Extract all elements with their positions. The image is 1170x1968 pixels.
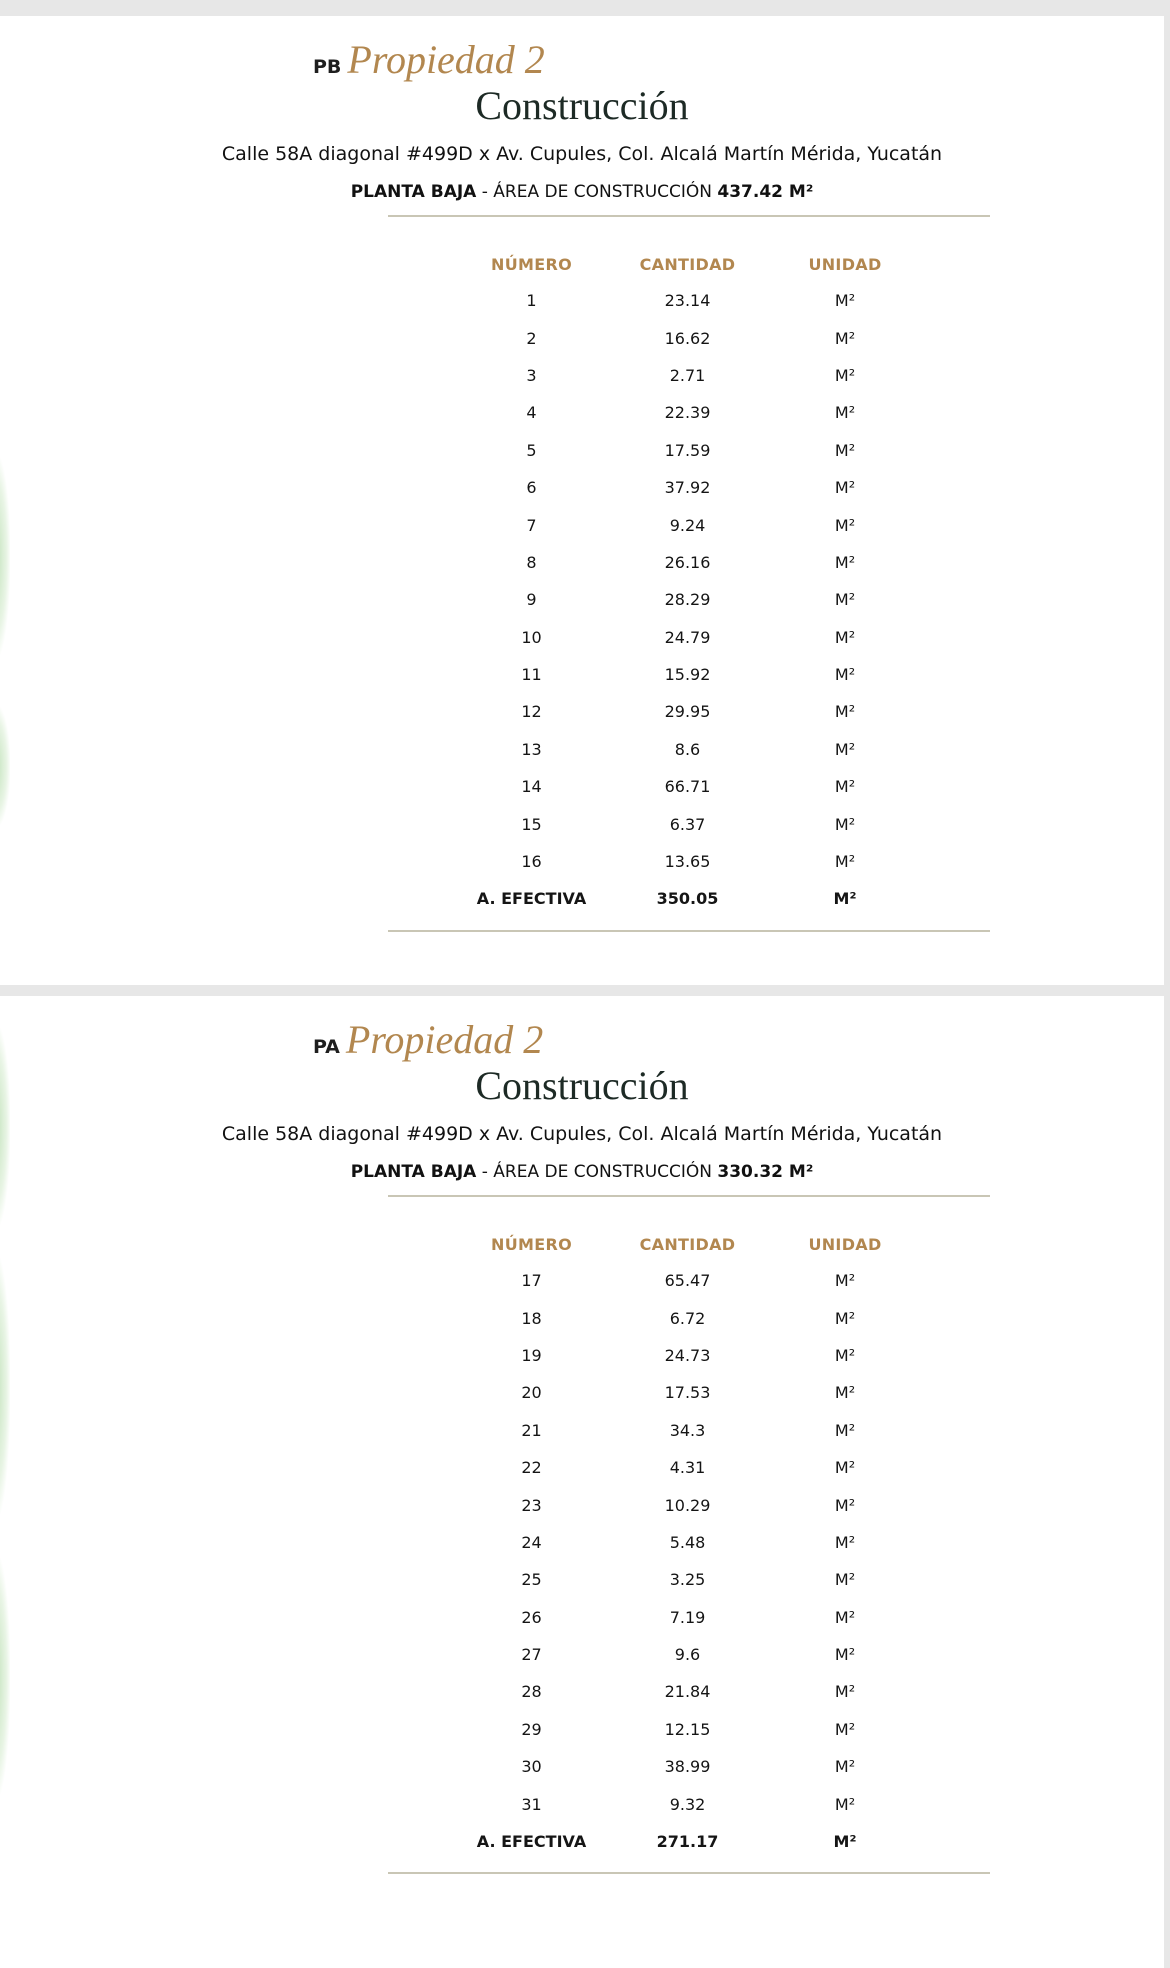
cell-cantidad: 37.92 (664, 478, 711, 498)
cell-unidad: M² (834, 552, 856, 572)
cell-cantidad: 23.14 (664, 291, 711, 311)
cell-numero: 28 (521, 1682, 542, 1702)
areas-table (463, 246, 915, 918)
cell-unidad: M² (834, 814, 856, 834)
cell-numero: 16 (521, 852, 542, 872)
cell-unidad: M² (834, 1682, 856, 1702)
table-row (463, 432, 915, 469)
table-row (463, 469, 915, 506)
cell-numero: 9 (526, 590, 537, 610)
table-row (463, 357, 915, 394)
table-row (463, 693, 915, 730)
cell-unidad: M² (834, 440, 856, 460)
level-code: PA (313, 1036, 340, 1058)
cell-cantidad: 3.25 (669, 1570, 706, 1590)
table-row (463, 1561, 915, 1598)
cell-unidad: M² (834, 1607, 856, 1627)
cell-cantidad: 6.72 (669, 1308, 706, 1328)
cell-cantidad: 24.79 (664, 627, 711, 647)
table-row (463, 319, 915, 356)
table-row (463, 394, 915, 431)
cell-cantidad: 65.47 (664, 1271, 711, 1291)
cell-cantidad: 21.84 (664, 1682, 711, 1702)
table-header-row (463, 246, 915, 282)
table-row (463, 1785, 915, 1822)
column-header-cantidad: CANTIDAD (639, 1234, 736, 1254)
table-row (463, 768, 915, 805)
cell-numero: 6 (526, 478, 537, 498)
cell-unidad: M² (833, 1832, 857, 1852)
total-row (463, 1823, 915, 1860)
cell-cantidad: 9.32 (669, 1794, 706, 1814)
cell-unidad: M² (834, 627, 856, 647)
cell-cantidad: 6.37 (669, 814, 706, 834)
cell-cantidad: 24.73 (664, 1345, 711, 1365)
table-row (463, 544, 915, 581)
section-title: Construcción (475, 1063, 689, 1108)
cell-unidad: M² (834, 1794, 856, 1814)
area-value: 330.32 M² (717, 1162, 814, 1182)
cell-unidad: M² (834, 1420, 856, 1440)
cell-numero: 1 (526, 291, 537, 311)
column-header-numero: NÚMERO (491, 254, 572, 274)
property-address: Calle 58A diagonal #499D x Av. Cupules, Col. Alcalá Martín Mérida, Yucatán (221, 143, 943, 165)
table-row (463, 805, 915, 842)
cell-unidad: M² (834, 291, 856, 311)
cell-cantidad: 28.29 (664, 590, 711, 610)
table-row (463, 1636, 915, 1673)
cell-cantidad: 5.48 (669, 1532, 706, 1552)
property-name: Propiedad 2 (345, 1017, 544, 1062)
floor-separator: - (481, 182, 494, 202)
cell-numero: 19 (521, 1345, 542, 1365)
cell-unidad: M² (834, 665, 856, 685)
cell-numero: 7 (526, 515, 537, 535)
cell-numero: 14 (521, 777, 542, 797)
cell-cantidad: 271.17 (656, 1832, 719, 1852)
cell-cantidad: 34.3 (669, 1420, 706, 1440)
cell-unidad: M² (834, 1271, 856, 1291)
cell-cantidad: 15.92 (664, 665, 711, 685)
cell-numero: 11 (521, 665, 542, 685)
floor-label: PLANTA BAJA (350, 1162, 477, 1182)
cell-numero: A. EFECTIVA (476, 1832, 587, 1852)
table-row (463, 1524, 915, 1561)
table-row (463, 1748, 915, 1785)
section-heading (313, 1016, 543, 1060)
cell-unidad: M² (834, 1570, 856, 1590)
table-row (463, 1711, 915, 1748)
cell-unidad: M² (834, 739, 856, 759)
cell-cantidad: 22.39 (664, 403, 711, 423)
area-label: ÁREA DE CONSTRUCCIÓN (493, 182, 712, 202)
cell-numero: 4 (526, 403, 537, 423)
leaf-decoration (0, 1556, 10, 1796)
cell-unidad: M² (834, 1383, 856, 1403)
cell-numero: 5 (526, 440, 537, 460)
cell-numero: 3 (526, 365, 537, 385)
table-row (463, 1486, 915, 1523)
cell-unidad: M² (834, 1495, 856, 1515)
table-row (463, 1262, 915, 1299)
table-row (463, 1337, 915, 1374)
cell-cantidad: 8.6 (674, 739, 701, 759)
level-code: PB (313, 56, 342, 78)
cell-unidad: M² (834, 365, 856, 385)
cell-unidad: M² (834, 1308, 856, 1328)
cell-unidad: M² (834, 590, 856, 610)
divider-top (388, 215, 990, 217)
cell-unidad: M² (834, 515, 856, 535)
table-row (463, 282, 915, 319)
leaf-decoration (0, 456, 10, 656)
cell-cantidad: 13.65 (664, 852, 711, 872)
cell-numero: 8 (526, 552, 537, 572)
cell-unidad: M² (834, 1757, 856, 1777)
cell-numero: 29 (521, 1719, 542, 1739)
area-value: 437.42 M² (717, 182, 814, 202)
cell-cantidad: 17.59 (664, 440, 711, 460)
cell-unidad: M² (834, 403, 856, 423)
divider-bottom (388, 1872, 990, 1874)
floor-area-line (0, 182, 1164, 202)
cell-numero: 17 (521, 1271, 542, 1291)
table-row (463, 1599, 915, 1636)
cell-numero: 24 (521, 1532, 542, 1552)
cell-cantidad: 12.15 (664, 1719, 711, 1739)
cell-cantidad: 38.99 (664, 1757, 711, 1777)
table-body (463, 1262, 915, 1860)
leaf-decoration (0, 1256, 10, 1516)
cell-unidad: M² (834, 1532, 856, 1552)
cell-numero: 21 (521, 1420, 542, 1440)
table-body (463, 282, 915, 918)
cell-unidad: M² (834, 1458, 856, 1478)
cell-unidad: M² (834, 328, 856, 348)
table-row (463, 1673, 915, 1710)
cell-unidad: M² (834, 1719, 856, 1739)
cell-numero: 18 (521, 1308, 542, 1328)
table-row (463, 731, 915, 768)
cell-numero: 26 (521, 1607, 542, 1627)
cell-cantidad: 16.62 (664, 328, 711, 348)
total-row (463, 880, 915, 917)
cell-numero: 20 (521, 1383, 542, 1403)
cell-cantidad: 9.6 (674, 1645, 701, 1665)
table-row (463, 1374, 915, 1411)
cell-cantidad: 10.29 (664, 1495, 711, 1515)
cell-unidad: M² (834, 478, 856, 498)
cell-cantidad: 9.24 (669, 515, 706, 535)
property-name: Propiedad 2 (347, 37, 545, 82)
column-header-numero: NÚMERO (491, 1234, 572, 1254)
cell-numero: 30 (521, 1757, 542, 1777)
cell-unidad: M² (834, 1645, 856, 1665)
column-header-unidad: UNIDAD (808, 1234, 882, 1254)
cell-numero: 23 (521, 1495, 542, 1515)
cell-numero: 15 (521, 814, 542, 834)
cell-numero: 13 (521, 739, 542, 759)
column-header-cantidad: CANTIDAD (639, 254, 736, 274)
property-address: Calle 58A diagonal #499D x Av. Cupules, Col. Alcalá Martín Mérida, Yucatán (221, 1123, 943, 1145)
floor-area-line (0, 1162, 1164, 1182)
table-row (463, 619, 915, 656)
table-row (463, 843, 915, 880)
cell-cantidad: 7.19 (669, 1607, 706, 1627)
cell-numero: 25 (521, 1570, 542, 1590)
column-header-unidad: UNIDAD (808, 254, 882, 274)
cell-unidad: M² (834, 852, 856, 872)
cell-cantidad: 4.31 (669, 1458, 706, 1478)
section-title: Construcción (475, 83, 689, 128)
leaf-decoration (0, 706, 10, 826)
floor-separator: - (481, 1162, 494, 1182)
cell-cantidad: 26.16 (664, 552, 711, 572)
table-row (463, 1299, 915, 1336)
cell-numero: 22 (521, 1458, 542, 1478)
table-row (463, 506, 915, 543)
section-heading (313, 36, 545, 80)
divider-bottom (388, 930, 990, 932)
cell-cantidad: 29.95 (664, 702, 711, 722)
areas-table (463, 1226, 915, 1860)
cell-numero: 2 (526, 328, 537, 348)
floor-label: PLANTA BAJA (350, 182, 477, 202)
cell-numero: 27 (521, 1645, 542, 1665)
table-row (463, 581, 915, 618)
cell-cantidad: 2.71 (669, 365, 706, 385)
cell-unidad: M² (834, 1345, 856, 1365)
table-row (463, 1412, 915, 1449)
cell-numero: A. EFECTIVA (476, 889, 587, 909)
table-header-row (463, 1226, 915, 1262)
cell-cantidad: 17.53 (664, 1383, 711, 1403)
divider-top (388, 1195, 990, 1197)
area-label: ÁREA DE CONSTRUCCIÓN (493, 1162, 712, 1182)
cell-unidad: M² (834, 777, 856, 797)
cell-cantidad: 66.71 (664, 777, 711, 797)
cell-unidad: M² (834, 702, 856, 722)
table-row (463, 1449, 915, 1486)
table-row (463, 656, 915, 693)
cell-numero: 31 (521, 1794, 542, 1814)
document-page-planta-baja (0, 16, 1164, 985)
document-page-planta-alta (0, 996, 1164, 1968)
cell-unidad: M² (833, 889, 857, 909)
cell-numero: 10 (521, 627, 542, 647)
cell-cantidad: 350.05 (656, 889, 719, 909)
cell-numero: 12 (521, 702, 542, 722)
